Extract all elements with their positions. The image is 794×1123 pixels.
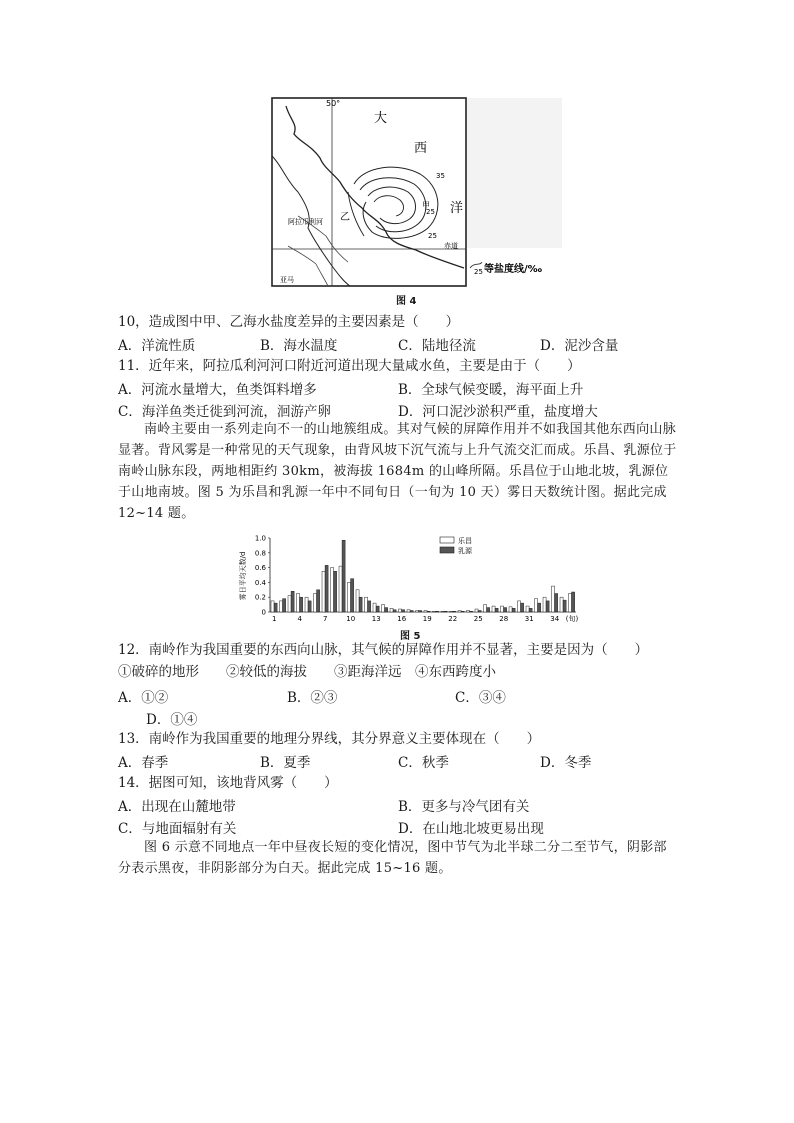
- bar-lechang: [424, 611, 427, 612]
- x-tick-label: 19: [422, 615, 432, 623]
- bar-lechang: [518, 601, 521, 612]
- bar-lechang: [475, 609, 478, 612]
- legend-label: 乐昌: [458, 537, 472, 545]
- bar-ruyuan: [470, 611, 473, 612]
- bar-lechang: [382, 605, 385, 612]
- bar-lechang: [433, 611, 436, 612]
- q10-option-a: A．洋流性质: [118, 338, 196, 354]
- bar-ruyuan: [487, 608, 490, 612]
- figure4-map: [268, 96, 564, 290]
- y-tick-label: 0.2: [254, 593, 266, 602]
- bar-lechang: [509, 607, 512, 612]
- bar-ruyuan: [453, 611, 456, 612]
- x-tick-label: 4: [297, 615, 302, 623]
- bar-lechang: [560, 597, 563, 612]
- lat-50-label: 50°: [326, 99, 341, 108]
- q12-option-d: D．①④: [146, 712, 198, 728]
- y-tick-label: 0: [261, 608, 266, 617]
- bar-ruyuan: [538, 603, 541, 612]
- figure5-caption: 图 5: [400, 631, 421, 642]
- atlantic-yang-label: 洋: [450, 201, 464, 216]
- bar-ruyuan: [495, 608, 498, 612]
- x-tick-label: 34: [550, 615, 560, 623]
- bar-ruyuan: [521, 603, 524, 612]
- x-tick-label: 10: [346, 615, 356, 623]
- bar-ruyuan: [368, 601, 371, 612]
- bar-ruyuan: [461, 611, 464, 612]
- bar-ruyuan: [308, 601, 311, 612]
- legend-swatch: [440, 537, 454, 543]
- bar-ruyuan: [572, 592, 575, 612]
- q13-option-d: D．冬季: [540, 755, 592, 771]
- x-tick-label: 1: [272, 615, 277, 623]
- bar-ruyuan: [351, 579, 354, 612]
- passage-figure6: 图 6 示意不同地点一年中昼夜长短的变化情况，图中节气为北半球二分二至节气，阴影部分表示黑夜，非阴影部分为白天。据此完成 15~16 题。: [118, 840, 667, 876]
- bar-ruyuan: [283, 599, 286, 612]
- q13-option-a: A．春季: [118, 755, 169, 771]
- q11-option-b: B．全球气候变暖，海平面上升: [398, 382, 584, 398]
- legend-sample-value: 25: [474, 268, 483, 276]
- bar-lechang: [458, 611, 461, 612]
- q12-stem: 12．南岭作为我国重要的东西向山脉，其气候的屏障作用并不显著，主要是因为（ ）: [118, 642, 649, 658]
- x-tick-label: 31: [524, 615, 534, 623]
- bar-lechang: [322, 571, 325, 612]
- isohaline-25-label: 25: [426, 208, 435, 216]
- bar-ruyuan: [317, 590, 320, 612]
- q12-option-c: C．③④: [455, 690, 506, 706]
- bar-lechang: [305, 597, 308, 612]
- x-tick-label: 13: [371, 615, 381, 623]
- bar-ruyuan: [334, 571, 337, 612]
- bar-lechang: [535, 599, 538, 612]
- map-svg: [268, 96, 564, 290]
- bar-lechang: [501, 606, 504, 612]
- bar-lechang: [356, 590, 359, 612]
- bar-lechang: [467, 611, 470, 612]
- bar-ruyuan: [410, 611, 413, 612]
- bar-ruyuan: [393, 610, 396, 612]
- bar-lechang: [271, 601, 274, 612]
- y-axis-label: 雾日平均天数/d: [239, 551, 247, 601]
- bar-ruyuan: [478, 611, 481, 612]
- bar-lechang: [331, 568, 334, 612]
- x-tick-label: 7: [323, 615, 328, 623]
- bar-lechang: [543, 597, 546, 612]
- y-tick-label: 0.6: [254, 564, 266, 573]
- q13-stem: 13．南岭作为我国重要的地理分界线，其分界意义主要体现在（ ）: [118, 731, 541, 747]
- bar-ruyuan: [546, 601, 549, 612]
- q10-option-d: D．泥沙含量: [540, 338, 619, 354]
- amazon-label: 亚马: [280, 276, 294, 284]
- bar-ruyuan: [385, 608, 388, 612]
- q10-option-b: B．海水温度: [260, 338, 338, 354]
- bar-ruyuan: [436, 611, 439, 612]
- bar-lechang: [297, 594, 300, 613]
- legend-swatch: [440, 547, 454, 553]
- bar-ruyuan: [419, 611, 422, 612]
- x-tick-label: 22: [448, 615, 458, 623]
- y-tick-label: 0.4: [254, 578, 266, 587]
- y-tick-label: 1.0: [254, 534, 266, 543]
- point-yi-label: 乙: [340, 212, 350, 223]
- bar-ruyuan: [359, 597, 362, 612]
- bar-ruyuan: [342, 540, 345, 612]
- isohaline-35-label: 35: [436, 172, 445, 180]
- bar-ruyuan: [274, 603, 277, 612]
- bar-lechang: [348, 582, 351, 612]
- q10-option-c: C．陆地径流: [398, 338, 476, 354]
- legend-label: 乳源: [458, 547, 472, 555]
- x-unit-label: (旬): [565, 615, 579, 623]
- bar-lechang: [416, 611, 419, 612]
- bar-lechang: [373, 603, 376, 612]
- x-tick-label: 25: [473, 615, 483, 623]
- bar-ruyuan: [291, 591, 294, 612]
- q13-option-b: B．夏季: [260, 755, 311, 771]
- bar-ruyuan: [300, 597, 303, 612]
- fog-chart-svg: [236, 532, 586, 632]
- q10-stem: 10，造成图中甲、乙海水盐度差异的主要因素是（ ）: [118, 314, 460, 330]
- atlantic-da-label: 大: [374, 111, 388, 126]
- q12-choices: ①破碎的地形 ②较低的海拔 ③距海洋远 ④东西跨度小: [118, 664, 496, 680]
- q11-option-d: D．河口泥沙淤积严重，盐度增大: [398, 404, 598, 420]
- bar-ruyuan: [402, 610, 405, 612]
- x-tick-label: 28: [499, 615, 509, 623]
- bar-lechang: [492, 606, 495, 612]
- bar-lechang: [407, 610, 410, 612]
- atlantic-xi-label: 西: [414, 141, 428, 156]
- q14-option-b: B．更多与冷气团有关: [398, 799, 530, 815]
- bar-ruyuan: [512, 608, 515, 612]
- passage-nanling: 南岭主要由一系列走向不一的山地簇组成。其对气候的屏障作用并不如我国其他东西向山脉显著。背风雾是一种常见的天气现象，由背风坡下沉气流与上升气流交汇而成。乐昌、乳源位于南岭山脉东段，两地相距约 30km，被海拔 1684m 的山峰所隔。乐昌位于山地北坡，乳源位于山地南坡。图 5 为乐昌和乳源一年中不同旬日（一旬为 10 天）雾日天数统计图。据此完成 12~14 题。: [118, 422, 677, 521]
- q11-stem: 11．近年来，阿拉瓜利河河口附近河道出现大量咸水鱼，主要是由于（ ）: [118, 358, 581, 374]
- bar-lechang: [441, 611, 444, 612]
- q13-option-c: C．秋季: [398, 755, 449, 771]
- bar-ruyuan: [427, 611, 430, 612]
- q12-option-b: B．②③: [287, 690, 338, 706]
- q11-option-a: A．河流水量增大，鱼类饵料增多: [118, 382, 317, 398]
- isohaline-25b-label: 25: [428, 232, 437, 240]
- q14-option-d: D．在山地北坡更易出现: [398, 821, 544, 837]
- legend-isohaline-label: 等盐度线/‰: [484, 264, 543, 275]
- bar-lechang: [314, 594, 317, 613]
- point-jia-label: 甲: [422, 201, 430, 210]
- bar-lechang: [390, 608, 393, 612]
- bar-ruyuan: [504, 608, 507, 612]
- bar-lechang: [526, 606, 529, 612]
- bar-ruyuan: [563, 600, 566, 612]
- bar-lechang: [365, 597, 368, 612]
- figure5-chart: [236, 532, 586, 632]
- q14-stem: 14．据图可知，该地背风雾（ ）: [118, 775, 338, 791]
- bar-lechang: [399, 609, 402, 612]
- x-tick-label: 16: [397, 615, 407, 623]
- bar-ruyuan: [325, 565, 328, 612]
- q12-option-a: A．①②: [118, 690, 169, 706]
- bar-lechang: [552, 586, 555, 612]
- bar-lechang: [450, 611, 453, 612]
- bar-lechang: [484, 605, 487, 612]
- q11-option-c: C．海洋鱼类迁徙到河流，洄游产卵: [118, 404, 331, 420]
- figure4-caption: 图 4: [396, 296, 417, 307]
- bar-ruyuan: [555, 594, 558, 613]
- bar-ruyuan: [376, 606, 379, 612]
- bar-lechang: [288, 596, 291, 612]
- y-tick-label: 0.8: [254, 549, 266, 558]
- q14-option-a: A．出现在山麓地带: [118, 799, 236, 815]
- river-label: 阿拉瓜利河: [288, 218, 323, 226]
- bar-ruyuan: [529, 608, 532, 612]
- q14-option-c: C．与地面辐射有关: [118, 821, 237, 837]
- bar-lechang: [280, 601, 283, 612]
- equator-label: 赤道: [444, 242, 458, 250]
- bar-lechang: [569, 594, 572, 613]
- bar-ruyuan: [444, 611, 447, 612]
- bar-lechang: [339, 566, 342, 612]
